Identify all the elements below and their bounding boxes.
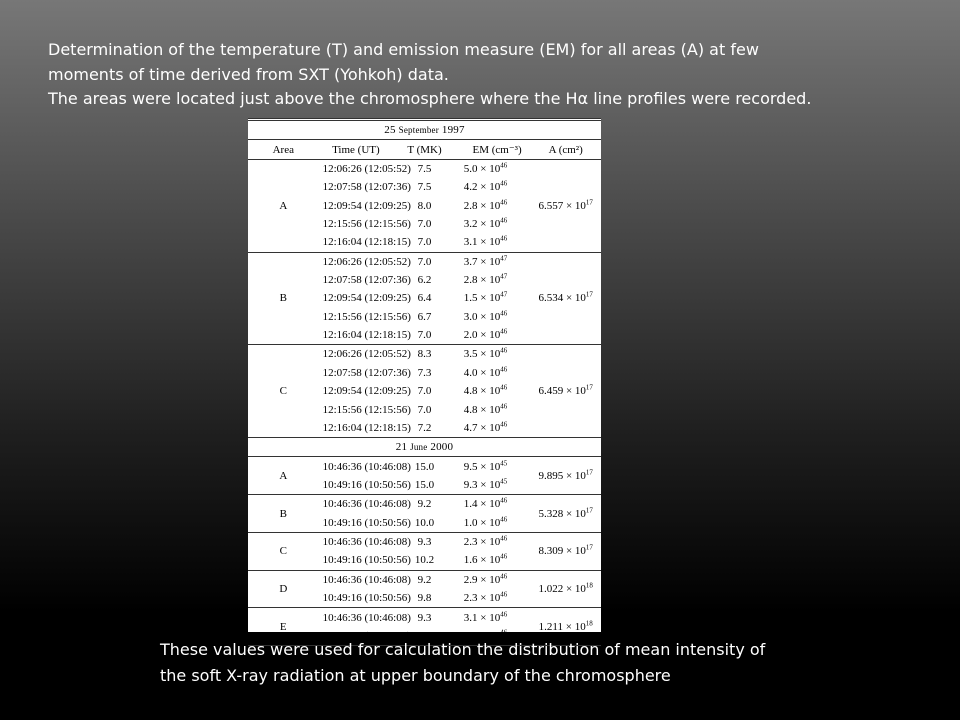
- temperature-cell: 6.4: [417, 292, 432, 305]
- emission-measure-mantissa: 1.0 × 10: [463, 516, 501, 529]
- emission-measure-mantissa: 1.4 × 10: [463, 498, 501, 511]
- temperature-cell: 7.2: [389, 419, 460, 438]
- temperature-cell: 9.0: [389, 627, 460, 646]
- temperature-cell: 9.3: [417, 536, 432, 549]
- emission-measure-mantissa: 3.5 × 10: [463, 348, 501, 361]
- column-header: Area: [248, 140, 319, 159]
- emission-measure-exponent: 47: [500, 290, 508, 299]
- emission-measure-cell: [460, 532, 531, 551]
- emission-measure-exponent: 47: [500, 254, 508, 263]
- temperature-cell: 9.2: [417, 573, 432, 586]
- area-size-mantissa: 9.895 × 10: [538, 469, 586, 482]
- column-header: Time (UT): [319, 140, 390, 159]
- area-size-exponent: 18: [585, 619, 593, 628]
- emission-measure-cell: [460, 364, 531, 382]
- time-cell: 10:46:36 (10:46:08): [322, 460, 411, 473]
- temperature-cell: 7.5: [417, 181, 432, 194]
- time-cell: 12:09:54 (12:09:25): [322, 292, 411, 305]
- emission-measure-exponent: 46: [500, 401, 508, 410]
- area-label: E: [248, 608, 319, 646]
- area-size-exponent: 17: [585, 468, 593, 477]
- area-size-mantissa: 6.557 × 10: [538, 199, 586, 212]
- time-cell: 12:09:54 (12:09:25): [322, 385, 411, 398]
- emission-measure-exponent: 46: [500, 609, 508, 618]
- emission-measure-cell: [460, 252, 531, 271]
- time-cell: 10:49:16 (10:50:56): [319, 514, 390, 533]
- emission-measure-cell: [460, 551, 531, 570]
- emission-measure-mantissa: 3.1 × 10: [463, 236, 501, 249]
- temperature-cell: 7.3: [417, 366, 432, 379]
- emission-measure-cell: [460, 608, 531, 627]
- temperature-cell: 9.3: [417, 611, 432, 624]
- area-size-exponent: 17: [585, 290, 593, 299]
- area-label: B: [248, 495, 319, 533]
- emission-measure-mantissa: 4.0 × 10: [463, 366, 501, 379]
- temperature-cell: 7.0: [417, 403, 432, 416]
- area-label: B: [248, 252, 319, 345]
- emission-measure-cell: [460, 570, 531, 589]
- emission-measure-exponent: 46: [500, 628, 508, 637]
- table-row: [248, 495, 601, 514]
- top-caption-line-2: moments of time derived from SXT (Yohkoh) data.: [48, 64, 449, 84]
- emission-measure-mantissa: 4.8 × 10: [463, 403, 501, 416]
- emission-measure-exponent: 46: [500, 197, 508, 206]
- temperature-cell: 10.0: [389, 514, 460, 533]
- time-cell: 12:06:26 (12:05:52): [322, 348, 411, 361]
- area-size-mantissa: 5.328 × 10: [538, 507, 586, 520]
- emission-measure-exponent: 46: [500, 161, 508, 170]
- time-cell: 10:49:16 (10:50:56): [319, 627, 390, 646]
- emission-measure-mantissa: 2.3 × 10: [463, 592, 501, 605]
- date-year: 2000: [427, 441, 454, 454]
- emission-measure-exponent: 46: [500, 420, 508, 429]
- emission-measure-mantissa: 2.3 × 10: [463, 536, 501, 549]
- emission-measure-mantissa: 2.8 × 10: [463, 274, 501, 287]
- temperature-cell: 9.8: [389, 589, 460, 608]
- bottom-caption-line-1: These values were used for calculation the distribution of mean intensity of: [160, 640, 766, 659]
- emission-measure-cell: [460, 159, 531, 178]
- time-cell: 12:15:56 (12:15:56): [322, 217, 411, 230]
- emission-measure-exponent: 45: [500, 458, 508, 467]
- emission-measure-exponent: 46: [500, 590, 508, 599]
- emission-measure-mantissa: 4.7 × 10: [463, 421, 501, 434]
- time-cell: 12:07:58 (12:07:36): [322, 366, 411, 379]
- temperature-cell: 8.3: [417, 348, 432, 361]
- emission-measure-exponent: 46: [500, 383, 508, 392]
- area-label: A: [248, 159, 319, 252]
- temperature-cell: 15.0: [389, 476, 460, 495]
- emission-measure-exponent: 45: [500, 477, 508, 486]
- emission-measure-exponent: 46: [500, 572, 508, 581]
- emission-measure-cell: [460, 419, 531, 438]
- area-size-cell: [530, 495, 601, 533]
- temperature-cell: 7.5: [417, 162, 432, 175]
- time-cell: 10:49:16 (10:50:56): [319, 476, 390, 495]
- time-cell: 12:16:04 (12:18:15): [319, 419, 390, 438]
- emission-measure-mantissa: 9.5 × 10: [463, 460, 501, 473]
- emission-measure-mantissa: 3.7 × 10: [463, 255, 501, 268]
- table-row: [248, 570, 601, 589]
- table-row: [248, 457, 601, 476]
- emission-measure-exponent: 46: [500, 346, 508, 355]
- area-size-mantissa: 1.022 × 10: [538, 582, 586, 595]
- time-cell: 12:06:26 (12:05:52): [322, 162, 411, 175]
- time-cell: 12:07:58 (12:07:36): [322, 181, 411, 194]
- date-header-cell: [248, 438, 601, 457]
- emission-measure-cell: [460, 196, 531, 214]
- temperature-cell: 7.0: [389, 326, 460, 345]
- emission-measure-exponent: 46: [500, 534, 508, 543]
- emission-measure-mantissa: 3.1 × 10: [463, 611, 501, 624]
- emission-measure-exponent: 46: [500, 216, 508, 225]
- time-cell: 12:16:04 (12:18:15): [319, 326, 390, 345]
- area-label: A: [248, 457, 319, 495]
- emission-measure-cell: [460, 345, 531, 364]
- temperature-cell: 8.0: [417, 199, 432, 212]
- emission-measure-mantissa: 2.0 × 10: [463, 329, 501, 342]
- emission-measure-mantissa: 2.9 × 10: [463, 573, 501, 586]
- date-header-row: [248, 120, 601, 140]
- time-cell: 10:49:16 (10:50:56): [319, 551, 390, 570]
- area-size-exponent: 18: [585, 581, 593, 590]
- table-row: [248, 159, 601, 178]
- temperature-cell: 7.0: [417, 385, 432, 398]
- date-year: 1997: [438, 124, 465, 137]
- emission-measure-exponent: 46: [500, 496, 508, 505]
- emission-measure-exponent: 46: [500, 179, 508, 188]
- emission-measure-cell: [460, 233, 531, 252]
- date-month: September: [398, 125, 439, 136]
- time-cell: 12:09:54 (12:09:25): [322, 199, 411, 212]
- bottom-caption: [160, 637, 880, 689]
- emission-measure-cell: [460, 382, 531, 400]
- time-cell: 10:46:36 (10:46:08): [322, 573, 411, 586]
- emission-measure-cell: [460, 271, 531, 289]
- table-row: [248, 532, 601, 551]
- emission-measure-cell: [460, 476, 531, 495]
- emission-measure-cell: [460, 289, 531, 307]
- area-size-cell: [530, 252, 601, 345]
- emission-measure-cell: [460, 215, 531, 233]
- emission-measure-cell: [460, 495, 531, 514]
- area-size-cell: [530, 570, 601, 608]
- area-size-mantissa: 6.534 × 10: [538, 292, 586, 305]
- time-cell: 10:46:36 (10:46:08): [322, 498, 411, 511]
- emission-measure-exponent: 46: [500, 552, 508, 561]
- emission-measure-mantissa: 3.2 × 10: [463, 217, 501, 230]
- time-cell: 10:46:36 (10:46:08): [322, 536, 411, 549]
- column-header-row: [248, 140, 601, 159]
- table-row: [248, 345, 601, 364]
- column-header: EM (cm⁻³): [460, 140, 531, 159]
- emission-measure-mantissa: 1.5 × 10: [463, 292, 501, 305]
- emission-measure-cell: [460, 400, 531, 418]
- data-table: [248, 118, 601, 646]
- area-size-cell: [530, 457, 601, 495]
- time-cell: 12:07:58 (12:07:36): [322, 274, 411, 287]
- date-month: June: [410, 442, 428, 453]
- emission-measure-cell: [460, 326, 531, 345]
- date-header-cell: [248, 120, 601, 140]
- date-header-row: [248, 438, 601, 457]
- emission-measure-mantissa: 4.2 × 10: [463, 181, 501, 194]
- temperature-cell: 15.0: [414, 460, 435, 473]
- top-caption: [48, 38, 928, 112]
- emission-measure-cell: [460, 178, 531, 196]
- emission-measure-mantissa: 1.6 × 10: [463, 554, 501, 567]
- emission-measure-mantissa: 2.8 × 10: [463, 629, 501, 642]
- emission-measure-mantissa: 5.0 × 10: [463, 162, 501, 175]
- time-cell: 10:49:16 (10:50:56): [319, 589, 390, 608]
- area-label: C: [248, 345, 319, 438]
- table-row: [248, 252, 601, 271]
- emission-measure-cell: [460, 308, 531, 326]
- area-size-exponent: 17: [585, 505, 593, 514]
- top-caption-line-3: The areas were located just above the chromosphere where the Hα line profiles were recorded.: [48, 89, 812, 108]
- emission-measure-exponent: 46: [500, 327, 508, 336]
- date-day: 21: [395, 441, 411, 454]
- temperature-cell: 7.0: [417, 255, 432, 268]
- emission-measure-mantissa: 2.8 × 10: [463, 199, 501, 212]
- temperature-cell: 7.0: [417, 217, 432, 230]
- temperature-cell: 10.2: [389, 551, 460, 570]
- area-size-mantissa: 1.211 × 10: [538, 620, 586, 633]
- area-size-mantissa: 8.309 × 10: [538, 545, 586, 558]
- table-row: [248, 608, 601, 627]
- time-cell: 12:06:26 (12:05:52): [322, 255, 411, 268]
- area-size-exponent: 17: [585, 383, 593, 392]
- top-caption-line-1: Determination of the temperature (T) and emission measure (EM) for all areas (A) at few: [48, 40, 759, 59]
- area-size-exponent: 17: [585, 197, 593, 206]
- time-cell: 12:15:56 (12:15:56): [322, 403, 411, 416]
- area-label: C: [248, 532, 319, 570]
- temperature-cell: 6.2: [417, 274, 432, 287]
- bottom-caption-line-2: the soft X-ray radiation at upper boundary of the chromosphere: [160, 666, 671, 685]
- temperature-cell: 6.7: [417, 310, 432, 323]
- emission-measure-mantissa: 9.3 × 10: [463, 479, 501, 491]
- emission-measure-exponent: 46: [500, 309, 508, 318]
- emission-measure-exponent: 47: [500, 272, 508, 281]
- area-size-exponent: 17: [585, 543, 593, 552]
- emission-measure-cell: [460, 514, 531, 533]
- emission-measure-exponent: 46: [500, 234, 508, 243]
- emission-measure-mantissa: 3.0 × 10: [463, 310, 501, 323]
- area-size-cell: [530, 532, 601, 570]
- time-cell: 10:46:36 (10:46:08): [322, 611, 411, 624]
- emission-measure-mantissa: 4.8 × 10: [463, 385, 501, 398]
- time-cell: 12:16:04 (12:18:15): [319, 233, 390, 252]
- emission-measure-exponent: 46: [500, 515, 508, 524]
- date-day: 25: [384, 124, 399, 137]
- temperature-cell: 7.0: [389, 233, 460, 252]
- column-header: A (cm²): [530, 140, 601, 159]
- emission-measure-cell: [460, 457, 531, 476]
- data-table-body: [248, 120, 601, 646]
- area-size-cell: [530, 345, 601, 438]
- area-size-cell: [530, 159, 601, 252]
- column-header: T (MK): [389, 140, 460, 159]
- area-label: D: [248, 570, 319, 608]
- temperature-cell: 9.2: [417, 498, 432, 511]
- emission-measure-cell: [460, 589, 531, 608]
- emission-measure-exponent: 46: [500, 365, 508, 374]
- area-size-mantissa: 6.459 × 10: [538, 385, 586, 398]
- time-cell: 12:15:56 (12:15:56): [322, 310, 411, 323]
